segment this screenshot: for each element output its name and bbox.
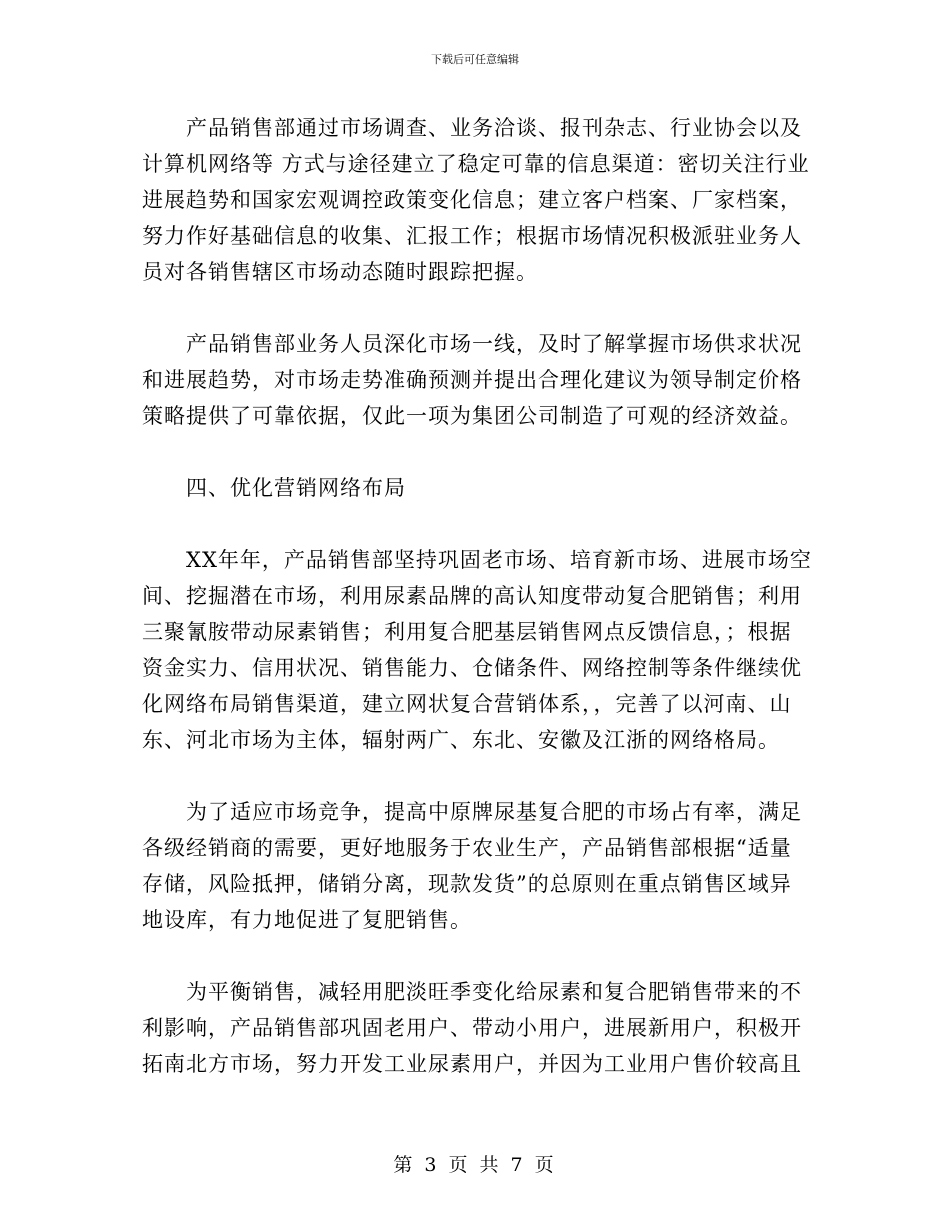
paragraph-info-channels	[142, 110, 810, 290]
paragraph-line: 东、河北市场为主体，辐射两广、东北、安徽及江浙的网络格局。	[142, 728, 780, 752]
paragraph-line: 进展趋势和国家宏观调控政策变化信息；建立客户档案、厂家档案，	[142, 188, 802, 212]
page-footer: 第 3 页 共 7 页	[393, 1154, 557, 1176]
section-heading-text: 四、优化营销网络布局	[186, 476, 406, 500]
paragraph-line: 地设库，有力地促进了复肥销售。	[142, 908, 472, 932]
paragraph-line: 为平衡销售，减轻用肥淡旺季变化给尿素和复合肥销售带来的不	[186, 980, 802, 1004]
section-heading	[142, 470, 802, 506]
paragraph-line: 策略提供了可靠依据，仅此一项为集团公司制造了可观的经济效益。	[142, 404, 802, 428]
paragraph-line: 拓南北方市场，努力开发工业尿素用户，并因为工业用户售价较高且	[142, 1052, 802, 1076]
paragraph-line: 和进展趋势，对市场走势准确预测并提出合理化建议为领导制定价格	[142, 368, 802, 392]
document-body	[142, 110, 812, 1118]
paragraph-line: 各级经销商的需要，更好地服务于农业生产，产品销售部根据“适量	[142, 836, 792, 860]
paragraph-market-forecast	[142, 326, 802, 434]
paragraph-line: 资金实力、信用状况、销售能力、仓储条件、网络控制等条件继续优	[142, 656, 802, 680]
paragraph-line: XX年年，产品销售部坚持巩固老市场、培育新市场、进展市场空	[186, 548, 812, 572]
paragraph-line: 利影响，产品销售部巩固老用户、带动小用户，进展新用户，积极开	[142, 1016, 802, 1040]
paragraph-line: 产品销售部业务人员深化市场一线，及时了解掌握市场供求状况	[186, 332, 802, 356]
paragraph-line: 努力作好基础信息的收集、汇报工作；根据市场情况积极派驻业务人	[142, 224, 802, 248]
paragraph-line: 间、挖掘潜在市场，利用尿素品牌的高认知度带动复合肥销售；利用	[142, 584, 802, 608]
page-header: 下载后可任意编辑	[431, 53, 519, 66]
paragraph-line: 存储，风险抵押，储销分离，现款发货”的总原则在重点销售区域异	[142, 872, 792, 896]
paragraph-line: 计算机网络等 方式与途径建立了稳定可靠的信息渠道：密切关注行业	[142, 152, 810, 176]
paragraph-line: 三聚氰胺带动尿素销售；利用复合肥基层销售网点反馈信息，；根据	[142, 620, 792, 644]
paragraph-line: 员对各销售辖区市场动态随时跟踪把握。	[142, 260, 538, 284]
paragraph-network-layout	[142, 542, 812, 758]
paragraph-balance-sales	[142, 974, 802, 1082]
paragraph-warehousing	[142, 794, 802, 938]
paragraph-line: 化网络布局销售渠道，建立网状复合营销体系，，完善了以河南、山	[142, 692, 792, 716]
paragraph-line: 为了适应市场竞争，提高中原牌尿基复合肥的市场占有率，满足	[186, 800, 802, 824]
paragraph-line: 产品销售部通过市场调查、业务洽谈、报刊杂志、行业协会以及	[186, 116, 802, 140]
